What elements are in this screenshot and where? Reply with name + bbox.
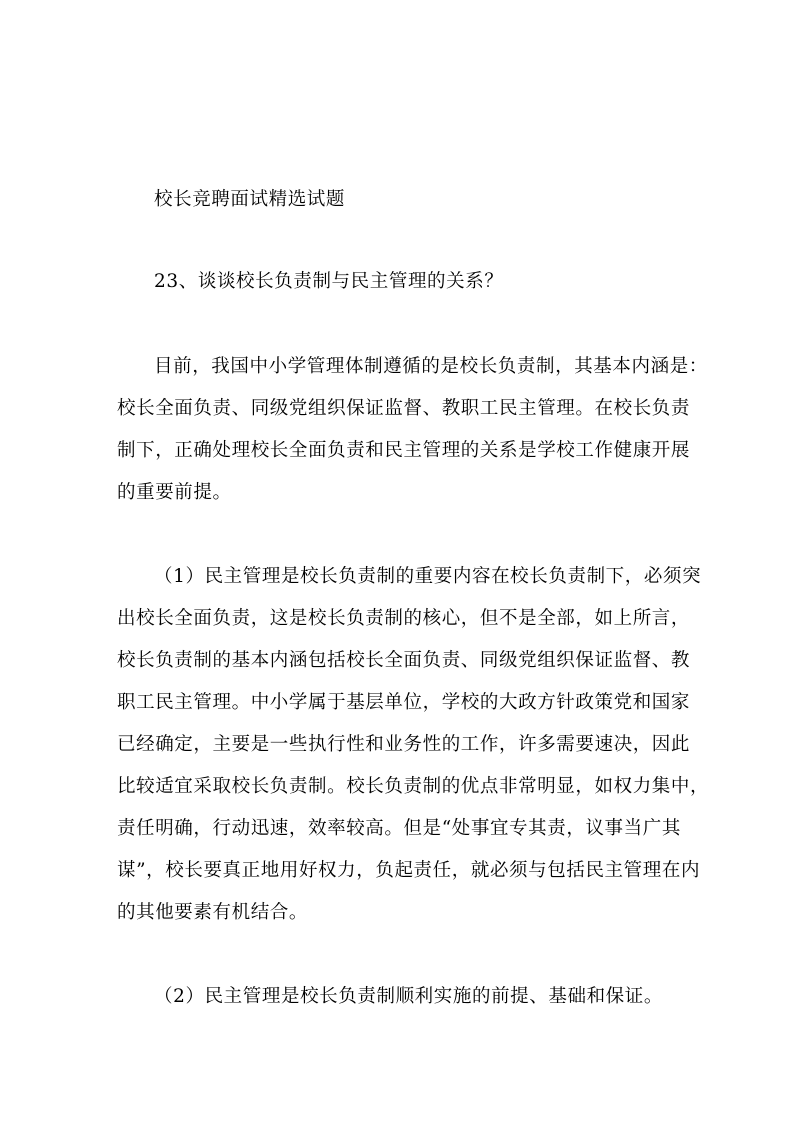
paragraph-line: 责任明确，行动迅速，效率较高。但是“处事宜专其责，议事当广其	[117, 818, 681, 839]
paragraph-line: （1）民主管理是校长负责制的重要内容在校长负责制下，必须突	[154, 566, 702, 587]
paragraph-line: 出校长全面负责，这是校长负责制的核心，但不是全部，如上所言，	[117, 608, 691, 629]
paragraph-line: （2）民主管理是校长负责制顺利实施的前提、基础和保证。	[154, 986, 663, 1007]
paragraph-line: 目前，我国中小学管理体制遵循的是校长负责制，其基本内涵是：	[154, 356, 708, 377]
paragraph-line: 已经确定，主要是一些执行性和业务性的工作，许多需要速决，因此	[117, 734, 691, 755]
document-title: 校长竞聘面试精选试题	[154, 189, 346, 210]
paragraph-line: 的其他要素有机结合。	[117, 902, 309, 923]
paragraph-line: 的重要前提。	[117, 482, 232, 503]
paragraph-line: 谋”，校长要真正地用好权力，负起责任，就必须与包括民主管理在内	[117, 860, 701, 881]
paragraph-line: 职工民主管理。中小学属于基层单位，学校的大政方针政策党和国家	[117, 692, 691, 713]
paragraph-line: 校长负责制的基本内涵包括校长全面负责、同级党组织保证监督、教	[117, 650, 691, 671]
paragraph-line: 制下，正确处理校长全面负责和民主管理的关系是学校工作健康开展	[117, 440, 691, 461]
paragraph-line: 校长全面负责、同级党组织保证监督、教职工民主管理。在校长负责	[117, 398, 691, 419]
paragraph-line: 比较适宜采取校长负责制。校长负责制的优点非常明显，如权力集中，	[117, 776, 710, 797]
question-heading: 23、谈谈校长负责制与民主管理的关系？	[154, 271, 504, 292]
